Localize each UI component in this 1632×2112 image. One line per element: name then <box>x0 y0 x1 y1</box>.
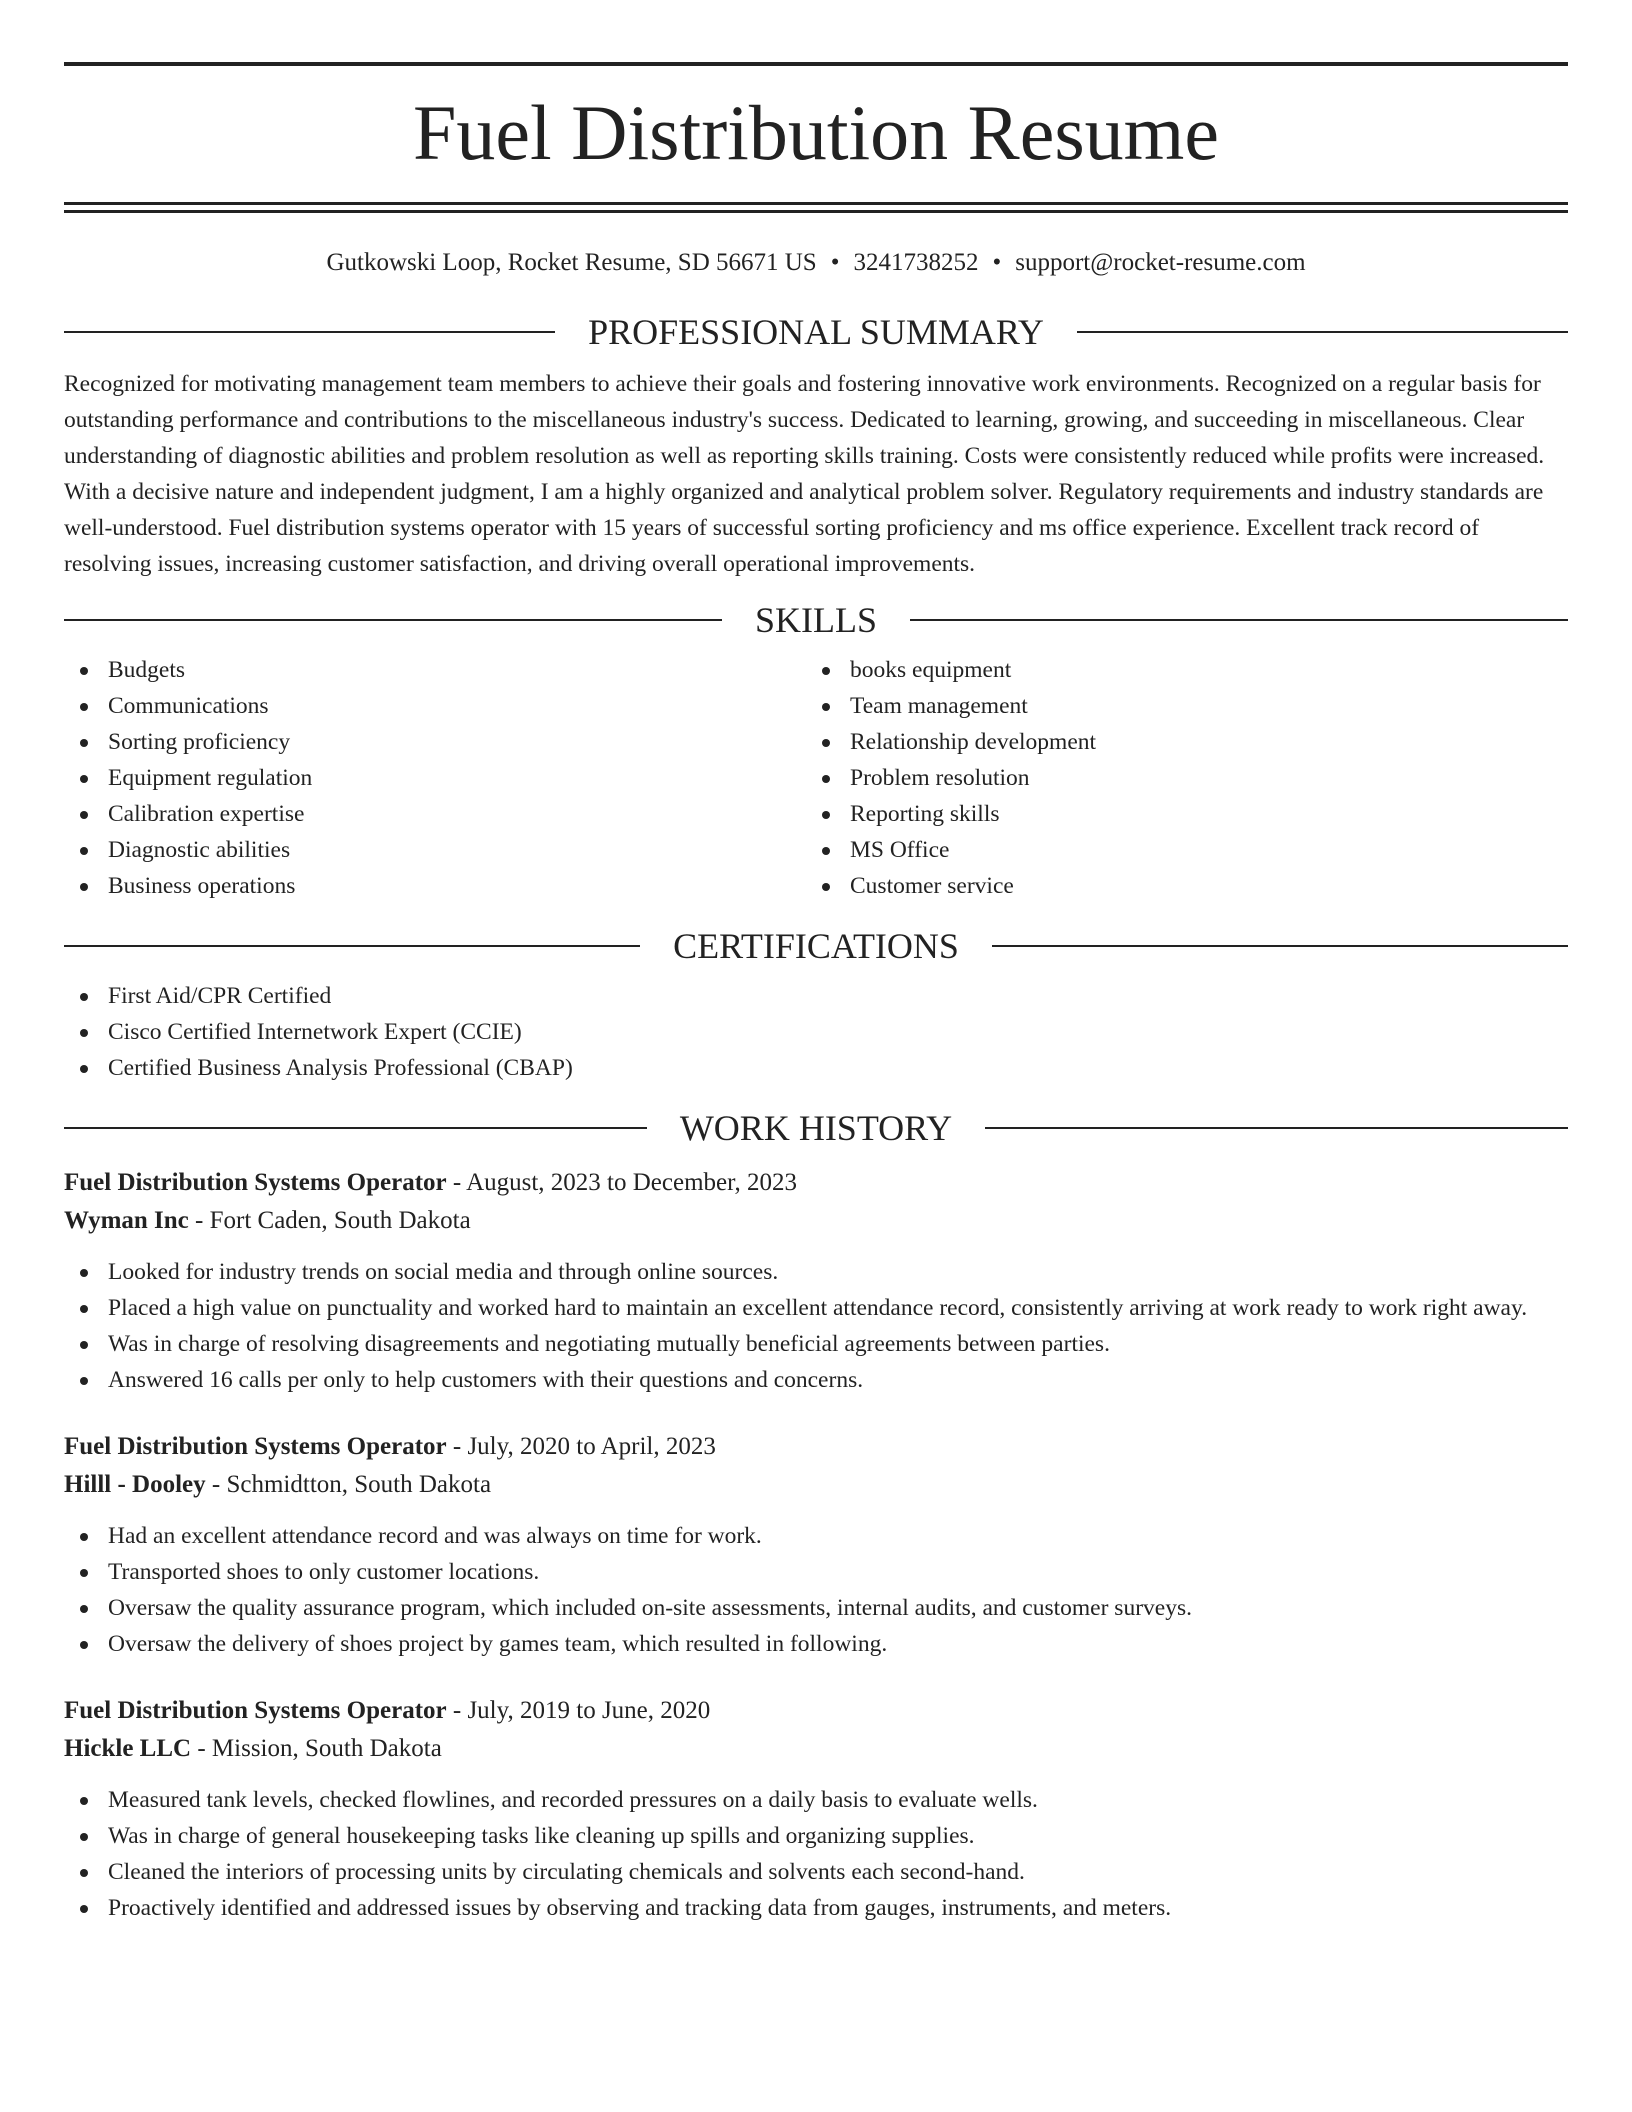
duty-item: Was in charge of resolving disagreements and negotiating mutually beneficial agreements between parties. <box>64 1326 1568 1362</box>
job-entry <box>64 1428 1568 1662</box>
skill-item: Calibration expertise <box>64 796 806 832</box>
duty-item: Transported shoes to only customer locations. <box>64 1554 1568 1590</box>
skill-item: MS Office <box>806 832 1548 868</box>
job-location: - Fort Caden, South Dakota <box>188 1207 471 1234</box>
heading-rule <box>64 619 722 621</box>
skill-item: Relationship development <box>806 724 1548 760</box>
duty-item: Proactively identified and addressed issues by observing and tracking data from gauges, instruments, and meters. <box>64 1890 1568 1926</box>
skill-item: books equipment <box>806 652 1548 688</box>
job-duties <box>64 1518 1568 1662</box>
certification-item: Cisco Certified Internetwork Expert (CCIE) <box>64 1014 1568 1050</box>
job-company-line <box>64 1466 1568 1504</box>
contact-line <box>64 246 1568 280</box>
job-dates: - August, 2023 to December, 2023 <box>446 1169 797 1196</box>
skill-item: Diagnostic abilities <box>64 832 806 868</box>
job-title-line <box>64 1164 1568 1202</box>
skill-item: Reporting skills <box>806 796 1548 832</box>
job-dates: - July, 2020 to April, 2023 <box>446 1433 716 1460</box>
company-name: Wyman Inc <box>64 1207 189 1234</box>
duty-item: Measured tank levels, checked flowlines, and recorded pressures on a daily basis to evaluate wells. <box>64 1782 1568 1818</box>
skill-item: Sorting proficiency <box>64 724 806 760</box>
job-dates: - July, 2019 to June, 2020 <box>446 1697 711 1724</box>
section-title: CERTIFICATIONS <box>673 926 959 966</box>
heading-rule <box>1077 331 1568 333</box>
skill-item: Business operations <box>64 868 806 904</box>
duty-item: Answered 16 calls per only to help customers with their questions and concerns. <box>64 1362 1568 1398</box>
certifications-list <box>64 978 1568 1086</box>
skills-heading <box>64 598 1568 642</box>
job-location: - Mission, South Dakota <box>191 1735 442 1762</box>
duty-item: Oversaw the delivery of shoes project by games team, which resulted in following. <box>64 1626 1568 1662</box>
duty-item: Looked for industry trends on social media and through online sources. <box>64 1254 1568 1290</box>
job-company-line <box>64 1730 1568 1768</box>
contact-email: support@rocket-resume.com <box>1015 249 1306 276</box>
company-name: Hickle LLC <box>64 1735 192 1762</box>
job-title: Fuel Distribution Systems Operator <box>64 1169 447 1196</box>
skill-item: Customer service <box>806 868 1548 904</box>
duty-item: Placed a high value on punctuality and worked hard to maintain an excellent attendance record, consistently arriving at work ready to work right away. <box>64 1290 1568 1326</box>
skill-item: Budgets <box>64 652 806 688</box>
summary-heading <box>64 310 1568 354</box>
certification-item: First Aid/CPR Certified <box>64 978 1568 1014</box>
skill-item: Problem resolution <box>806 760 1548 796</box>
heading-rule <box>64 1127 647 1129</box>
company-name: Hilll - Dooley <box>64 1471 206 1498</box>
duty-item: Had an excellent attendance record and was always on time for work. <box>64 1518 1568 1554</box>
resume-page <box>64 62 1568 1926</box>
job-title: Fuel Distribution Systems Operator <box>64 1433 447 1460</box>
duty-item: Was in charge of general housekeeping tasks like cleaning up spills and organizing supplies. <box>64 1818 1568 1854</box>
contact-separator: • <box>830 249 840 276</box>
work-history-heading <box>64 1106 1568 1150</box>
skill-item: Equipment regulation <box>64 760 806 796</box>
certifications-heading <box>64 924 1568 968</box>
job-duties <box>64 1782 1568 1926</box>
duty-item: Cleaned the interiors of processing units by circulating chemicals and solvents each second-hand. <box>64 1854 1568 1890</box>
job-entry <box>64 1692 1568 1926</box>
skills-column-right <box>806 652 1548 904</box>
contact-separator: • <box>992 249 1002 276</box>
job-title-line <box>64 1428 1568 1466</box>
section-title: SKILLS <box>755 600 878 640</box>
job-location: - Schmidtton, South Dakota <box>205 1471 492 1498</box>
heading-rule <box>64 331 555 333</box>
duty-item: Oversaw the quality assurance program, which included on-site assessments, internal audits, and customer surveys. <box>64 1590 1568 1626</box>
skills-list <box>64 652 1568 904</box>
heading-rule <box>985 1127 1568 1129</box>
contact-phone: 3241738252 <box>853 249 979 276</box>
job-entry <box>64 1164 1568 1398</box>
skill-item: Communications <box>64 688 806 724</box>
job-duties <box>64 1254 1568 1398</box>
section-title: WORK HISTORY <box>679 1108 953 1148</box>
contact-address: Gutkowski Loop, Rocket Resume, SD 56671 US <box>326 249 817 276</box>
heading-rule <box>992 945 1568 947</box>
heading-rule <box>910 619 1568 621</box>
summary-text: Recognized for motivating management team members to achieve their goals and fostering innovative work environments. Recognized on a regular basis for outstanding performance and contributions to the miscellaneous industry's success. Dedicated to learning, growing, and succeeding in miscellaneous. Clear understanding of diagnostic abilities and problem resolution as well as reporting skills training. Costs were consistently reduced while profits were increased. With a decisive nature and independent judgment, I am a highly organized and analytical problem solver. Regulatory requirements and industry standards are well-understood. Fuel distribution systems operator with 15 years of successful sorting proficiency and ms office experience. Excellent track record of resolving issues, increasing customer satisfaction, and driving overall operational improvements. <box>64 371 1545 577</box>
heading-rule <box>64 945 640 947</box>
skill-item: Team management <box>806 688 1548 724</box>
resume-title: Fuel Distribution Resume <box>413 89 1219 176</box>
job-title: Fuel Distribution Systems Operator <box>64 1697 447 1724</box>
certification-item: Certified Business Analysis Professional (CBAP) <box>64 1050 1568 1086</box>
job-company-line <box>64 1202 1568 1240</box>
job-title-line <box>64 1692 1568 1730</box>
top-rule <box>64 62 1568 66</box>
section-title: PROFESSIONAL SUMMARY <box>588 312 1044 352</box>
skills-column-left <box>64 652 806 904</box>
title-double-rule <box>64 202 1568 213</box>
